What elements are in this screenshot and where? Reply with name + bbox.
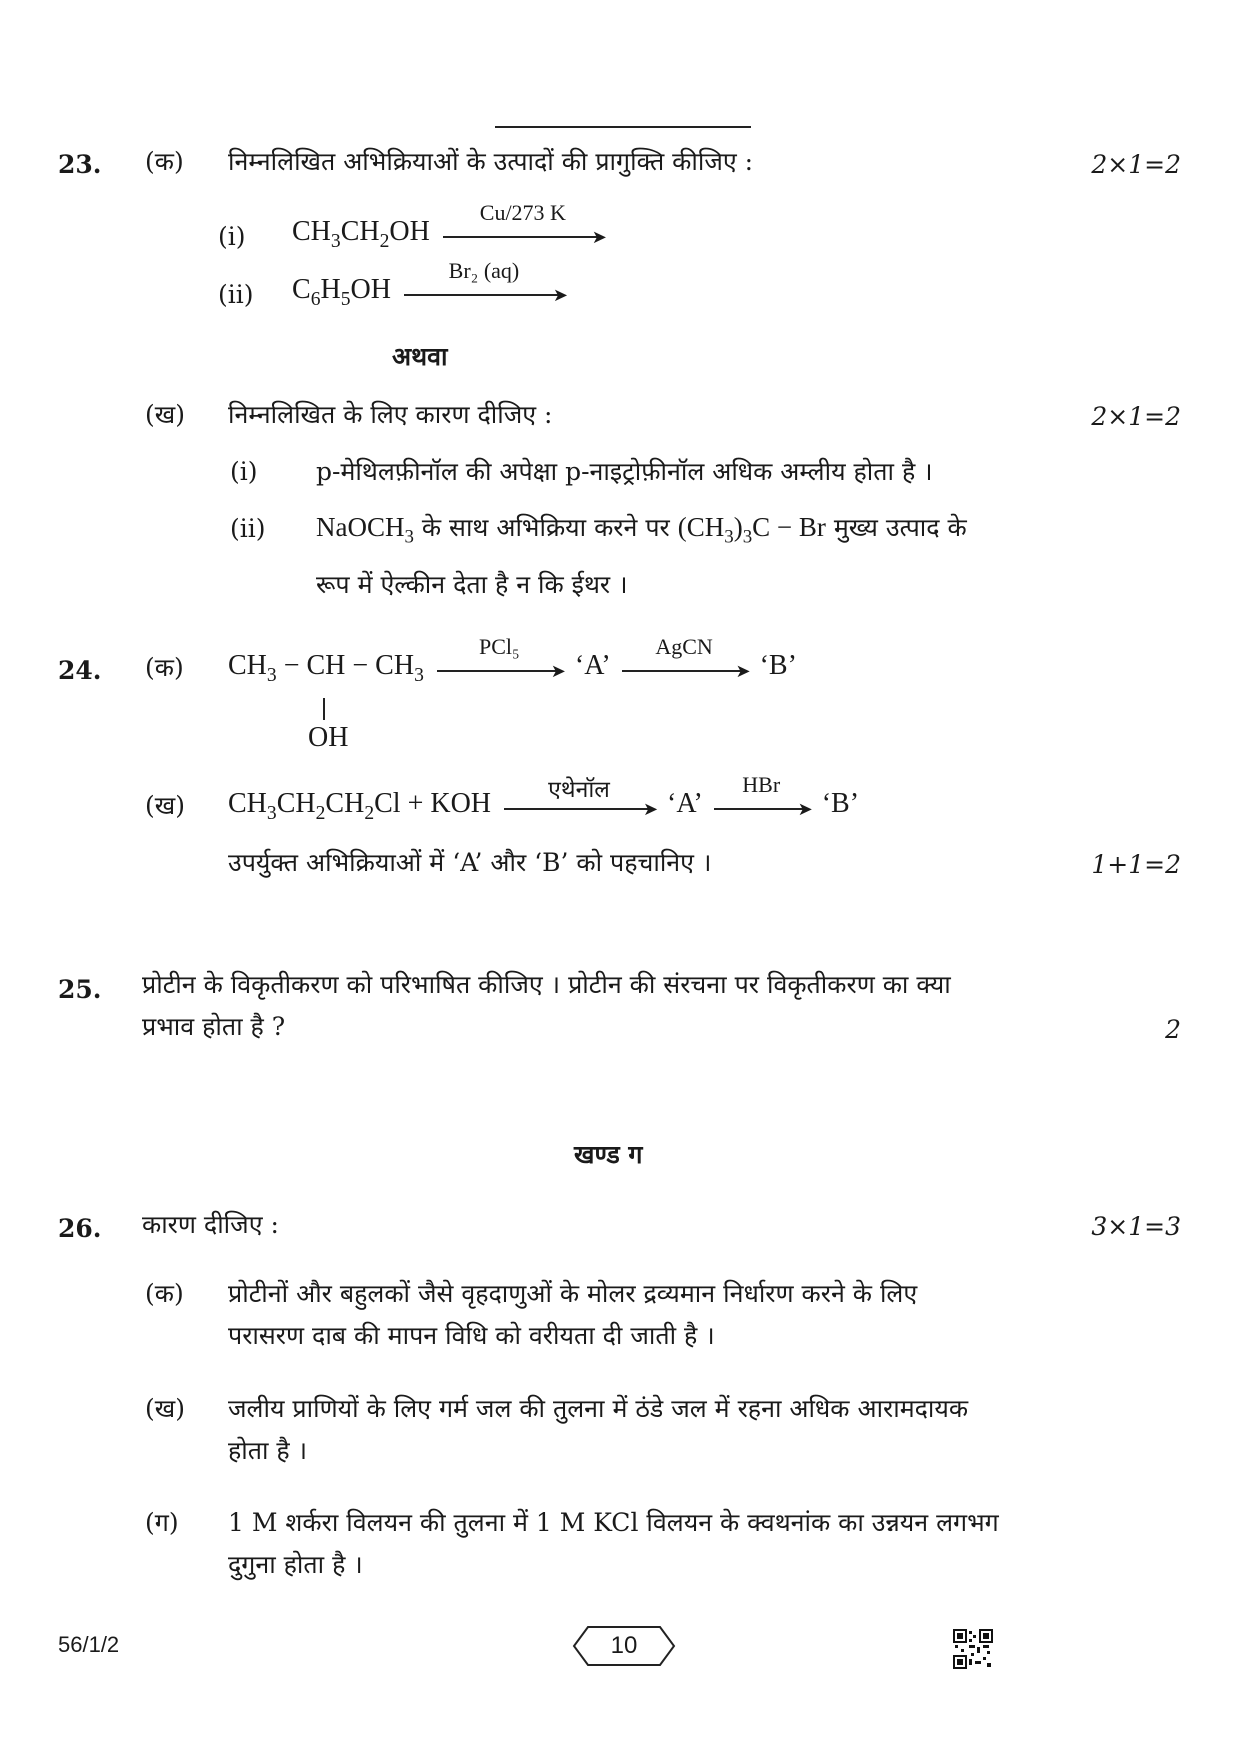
- sub-label: (i): [230, 457, 258, 486]
- page-number-box: [572, 1625, 676, 1667]
- part-label: (क): [145, 653, 184, 682]
- question-text: कारण दीजिए :: [142, 1210, 279, 1239]
- marks: 1+1=2: [1091, 850, 1181, 879]
- sub-text: परासरण दाब की मापन विधि को वरीयता दी जाती है ।: [228, 1321, 715, 1350]
- sub-label: (i): [218, 222, 246, 251]
- paper-code: 56/1/2: [58, 1632, 120, 1657]
- question-number: 23.: [58, 150, 102, 179]
- reaction-arrow: AgCN ➤: [622, 664, 747, 672]
- part-label: (क): [145, 147, 184, 176]
- reaction-equation: $CH_3$ − CH − $CH_3$ PCl₅ ➤ ‘A’ AgCN ➤ ‘B’: [228, 633, 797, 686]
- reaction-arrow: एथेनॉल ➤: [504, 802, 654, 810]
- marks: 2×1=2: [1091, 150, 1181, 179]
- question-text: निम्नलिखित अभिक्रियाओं के उत्पादों की प्रागुक्ति कीजिए :: [228, 147, 754, 176]
- part-label: (ख): [145, 1394, 185, 1423]
- question-text: प्रभाव होता है ?: [142, 1012, 286, 1041]
- top-rule: [495, 126, 751, 128]
- part-label: (ख): [145, 400, 185, 429]
- arrow-label: Br₂ (aq): [448, 257, 520, 283]
- reaction-arrow: Cu/273 K ➤: [443, 230, 603, 238]
- question-number: 26.: [58, 1214, 102, 1243]
- reaction-equation: $CH_3CH_2CH_2Cl$ + KOH एथेनॉल ➤ ‘A’ HBr ➤ ‘B’: [228, 771, 860, 824]
- reaction-equation: $C_6H_5OH$ Br₂ (aq) ➤: [292, 257, 568, 310]
- sub-text: दुगुना होता है ।: [228, 1550, 363, 1579]
- arrow-label: Cu/273 K: [479, 199, 566, 225]
- sub-text: जलीय प्राणियों के लिए गर्म जल की तुलना में ठंडे जल में रहना अधिक आरामदायक: [228, 1394, 969, 1423]
- part-label: (ख): [145, 791, 185, 820]
- part-label: (ग): [145, 1508, 179, 1537]
- question-text: प्रोटीन के विकृतीकरण को परिभाषित कीजिए । प्रोटीन की संरचना पर विकृतीकरण का क्या: [142, 970, 951, 999]
- reaction-arrow: PCl₅ ➤: [437, 664, 562, 672]
- marks: 3×1=3: [1091, 1212, 1181, 1241]
- sub-text: प्रोटीनों और बहुलकों जैसे वृहदाणुओं के मोलर द्रव्यमान निर्धारण करने के लिए: [228, 1279, 918, 1308]
- question-number: 25.: [58, 975, 102, 1004]
- sub-text: होता है ।: [228, 1436, 308, 1465]
- question-text: उपर्युक्त अभिक्रियाओं में ‘A’ और ‘B’ को पहचानिए ।: [228, 848, 712, 877]
- marks: 2: [1165, 1015, 1181, 1044]
- sub-text: 1 M शर्करा विलयन की तुलना में 1 M KCl विलयन के क्वथनांक का उन्नयन लगभग: [228, 1508, 999, 1537]
- marks: 2×1=2: [1091, 402, 1181, 431]
- section-heading: खण्ड ग: [574, 1140, 643, 1169]
- sub-text: p-मेथिलफ़ीनॉल की अपेक्षा p-नाइट्रोफ़ीनॉल अधिक अम्लीय होता है ।: [316, 457, 933, 486]
- part-label: (क): [145, 1279, 184, 1308]
- reaction-equation: $CH_3CH_2OH$ Cu/273 K ➤: [292, 199, 607, 252]
- sub-label: (ii): [218, 280, 254, 309]
- sub-label: (ii): [230, 514, 266, 543]
- question-text: निम्नलिखित के लिए कारण दीजिए :: [228, 400, 553, 429]
- bond-line: [323, 698, 325, 720]
- question-number: 24.: [58, 656, 102, 685]
- reaction-arrow: HBr ➤: [714, 802, 809, 810]
- qr-code-icon: [953, 1629, 993, 1669]
- sub-text: NaOCH$_3$ के साथ अभिक्रिया करने पर $(CH_3)_3C - Br$ मुख्य उत्पाद के: [316, 512, 967, 548]
- reaction-arrow: Br₂ (aq) ➤: [404, 288, 564, 296]
- or-separator: अथवा: [392, 342, 448, 371]
- hydroxyl-group: OH: [308, 722, 349, 753]
- page-number: 10: [610, 1632, 638, 1659]
- sub-text: रूप में ऐल्कीन देता है न कि ईथर ।: [316, 570, 628, 599]
